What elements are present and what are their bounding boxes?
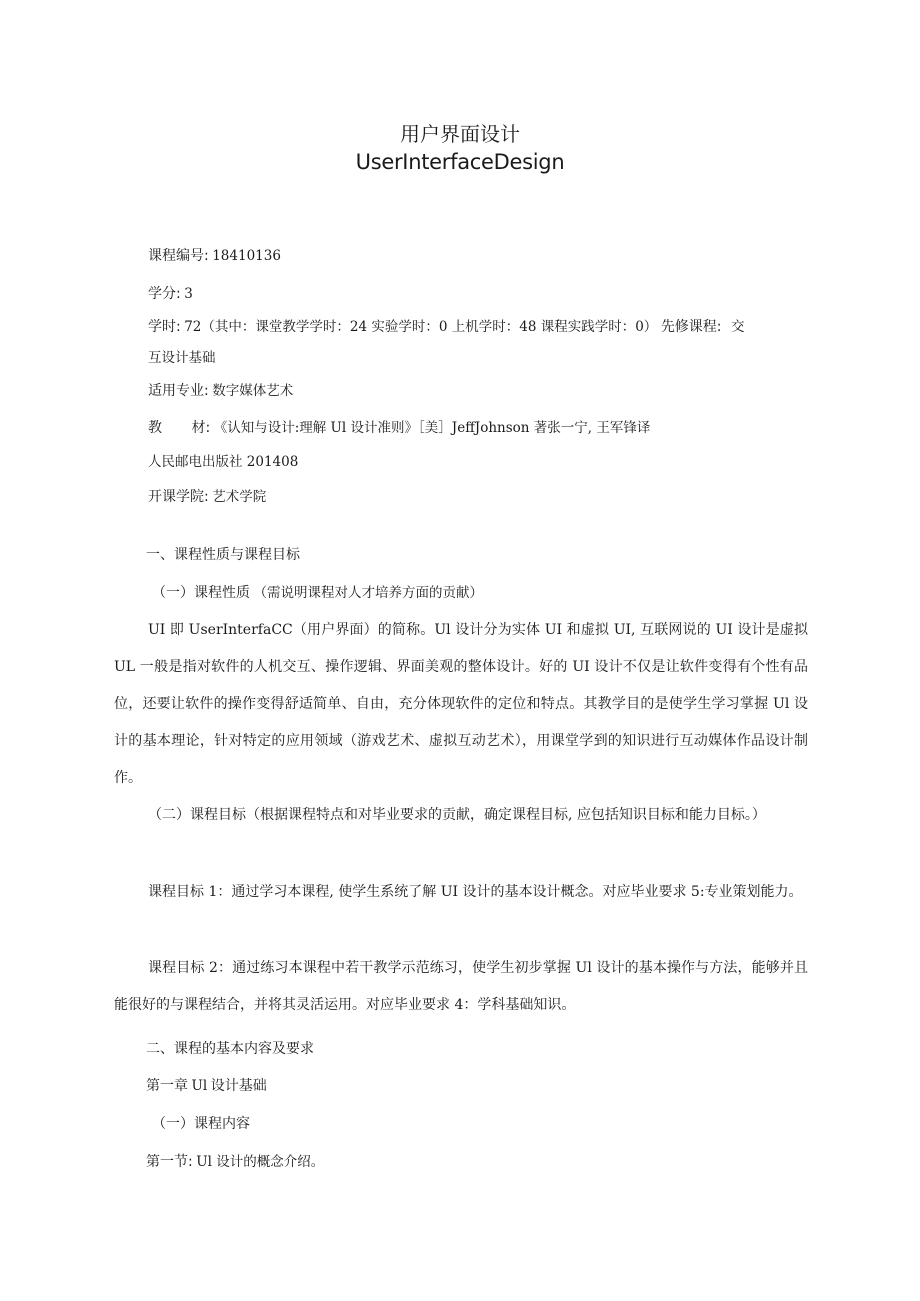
college-value: 艺术学院 <box>212 489 267 505</box>
chapter-1-code: Ul <box>191 1078 208 1094</box>
section1-heading: 一、课程性质与课程目标 <box>146 547 300 563</box>
prereq-value: 交 <box>731 319 745 335</box>
textbook-label-a: 教 <box>148 420 162 436</box>
course-code-label: 课程编号: <box>148 248 209 264</box>
section1-sub2-prefix: （二） <box>148 807 190 823</box>
section1-sub1-label: （一）课程性质 <box>152 585 250 601</box>
section-1-label: 第一节: <box>146 1154 193 1170</box>
chapter-1-heading <box>146 1075 267 1095</box>
college-row <box>148 485 266 506</box>
textbook-value: 《认知与设计:理解 Ul 设计准则》［美］JeffJohnson 著张一宁, 王军锋译 <box>213 420 651 436</box>
course-title-en: UserInterfaceDesign <box>355 150 565 174</box>
hours-value: 72（其中：课堂教学学时：24 实验学时：0 上机学时：48 课程实践学时：0） <box>184 319 658 335</box>
course-code-row <box>148 245 281 265</box>
section1-sub1-note: （需说明课程对人才培养方面的贡献） <box>253 585 483 601</box>
publisher: 人民邮电出版社 201408 <box>148 454 299 470</box>
major-row <box>148 379 293 400</box>
credit-row <box>148 283 193 303</box>
prereq-value-cont: 互设计基础 <box>148 350 216 366</box>
chapter-1-title: 设计基础 <box>210 1078 267 1094</box>
credit-value: 3 <box>184 286 193 302</box>
prereq-label: 先修课程: <box>660 319 722 335</box>
course-title-cn: 用户界面设计 <box>400 122 520 146</box>
hours-row <box>148 315 745 336</box>
course-code-value: 18410136 <box>212 248 281 264</box>
section1-sub2-label: 课程目标 <box>190 807 246 823</box>
college-label: 开课学院: <box>148 489 209 505</box>
major-value: 数字媒体艺术 <box>212 383 294 399</box>
course-goal-1: 课程目标 1：通过学习本课程, 使学生系统了解 UI 设计的基本设计概念。对应毕业要求 5:专业策划能力。 <box>148 884 803 900</box>
section2-sub1: （一）课程内容 <box>152 1116 250 1132</box>
hours-label: 学时: <box>148 319 181 335</box>
textbook-row <box>148 416 650 437</box>
course-goal-2: 课程目标 2：通过练习本课程中若干教学示范练习，使学生初步掌握 Ul 设计的基本操作与方法，能够并且能很好的与课程结合，并将其灵活运用。对应毕业要求 4：学科基础知识。 <box>114 960 808 1013</box>
section2-heading: 二、课程的基本内容及要求 <box>146 1041 314 1057</box>
credit-label: 学分: <box>148 286 181 302</box>
section1-sub2 <box>114 797 808 834</box>
course-nature-paragraph: UI 即 UserInterfaCC（用户界面）的简称。Ul 设计分为实体 UI 和虚拟 UI, 互联网说的 UI 设计是虚拟 UL 一般是指对软件的人机交互、操作逻辑、界面美观的整体设计。好的 UI 设计不仅是让软件变得有个性有品位，还要让软件的操作变得舒适简单、自由，充分体现软件的定位和特点。其教学目的是使学生学习掌握 Ul 设计的基本理论，针对特定的应用领域（游戏艺术、虚拟互动艺术），用课堂学到的知识进行互动媒体作品设计制作。 <box>114 622 808 786</box>
major-label: 适用专业: <box>148 383 209 399</box>
textbook-label-b: 材: <box>191 420 211 436</box>
section1-sub2-note: （根据课程特点和对毕业要求的贡献，确定课程目标, 应包括知识目标和能力目标。） <box>246 807 766 823</box>
section-1-row <box>146 1150 324 1171</box>
section-1-text: Ul 设计的概念介绍。 <box>196 1154 325 1170</box>
section1-sub1 <box>152 581 483 602</box>
chapter-1-label: 第一章 <box>146 1078 188 1094</box>
